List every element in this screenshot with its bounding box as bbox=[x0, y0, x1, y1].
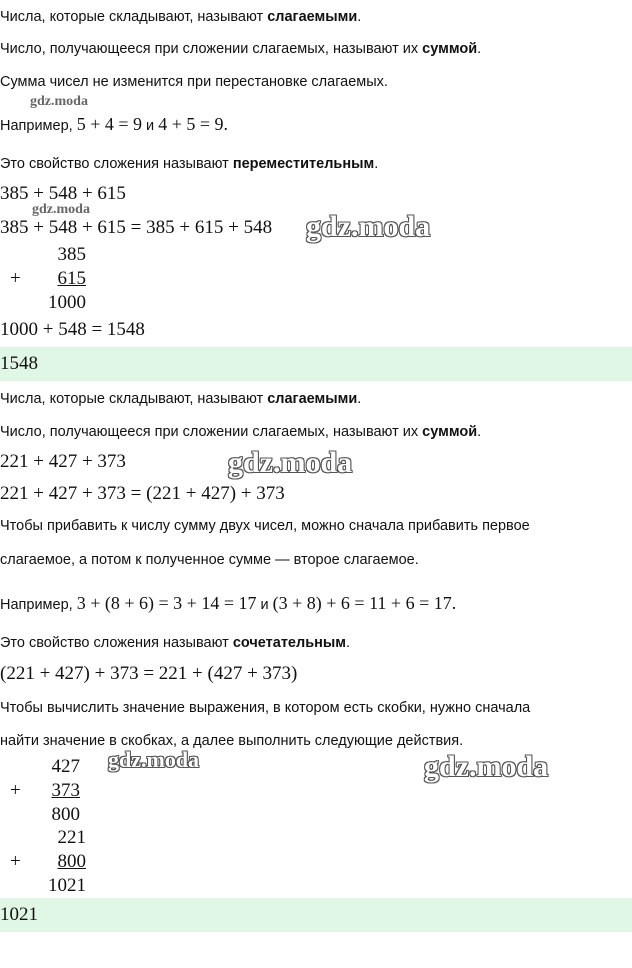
example-line bbox=[0, 592, 456, 614]
term-sum: суммой bbox=[422, 41, 478, 57]
watermark: gdz.moda bbox=[30, 94, 88, 109]
associative-rule-line1: Чтобы прибавить к числу сумму двух чисел, можно сначала прибавить первое bbox=[0, 518, 530, 534]
term-associative: сочетательным bbox=[232, 635, 346, 651]
addend: 221 bbox=[57, 827, 86, 848]
expression-rearranged: 385 + 548 + 615 = 385 + 615 + 548 bbox=[0, 217, 273, 238]
definition-addends bbox=[0, 8, 361, 26]
watermark: gdz.moda bbox=[228, 446, 353, 479]
watermark: gdz.moda bbox=[32, 202, 90, 217]
term-addends: слагаемыми bbox=[267, 9, 358, 25]
text: . bbox=[477, 41, 482, 57]
associative-rule-line2: слагаемое, а потом к полученное сумме — второе слагаемое. bbox=[0, 552, 419, 568]
math-expression: (3 + 8) + 6 = 11 + 6 = 17. bbox=[272, 593, 457, 613]
text: . bbox=[357, 9, 362, 25]
addend: 385 bbox=[57, 244, 86, 265]
expression: 385 + 548 + 615 bbox=[0, 183, 126, 204]
text: Числа, которые складывают, называют bbox=[0, 9, 268, 25]
definition-sum bbox=[0, 40, 481, 58]
watermark: gdz.moda bbox=[306, 210, 431, 243]
text: Число, получающееся при сложении слагаемых, называют их bbox=[0, 424, 423, 440]
answer-box: 1021 bbox=[0, 898, 632, 932]
column-sum: 1021 bbox=[48, 875, 86, 896]
commutative-rule: Сумма чисел не изменится при перестановке слагаемых. bbox=[0, 74, 388, 90]
plus-sign: + bbox=[10, 268, 21, 289]
plus-sign: + bbox=[10, 851, 21, 872]
order-rule-line2: найти значение в скобках, а далее выполнить следующие действия. bbox=[0, 733, 464, 749]
expression-result: 1000 + 548 = 1548 bbox=[0, 319, 145, 340]
order-rule-line1: Чтобы вычислить значение выражения, в котором есть скобки, нужно сначала bbox=[0, 700, 531, 716]
definition-sum bbox=[0, 423, 481, 441]
property-name bbox=[0, 155, 378, 173]
text: Например, bbox=[0, 597, 77, 613]
text: . bbox=[374, 156, 379, 172]
math-expression: 4 + 5 = 9. bbox=[158, 114, 229, 134]
addend: 373 bbox=[51, 780, 80, 801]
text: . bbox=[346, 635, 351, 651]
watermark: gdz.moda bbox=[108, 747, 200, 772]
expression-grouped: 221 + 427 + 373 = (221 + 427) + 373 bbox=[0, 483, 285, 504]
answer-box: 1548 bbox=[0, 347, 632, 381]
math-expression: 5 + 4 = 9 bbox=[76, 114, 143, 134]
math-expression: 3 + (8 + 6) = 3 + 14 = 17 bbox=[76, 593, 257, 613]
property-name bbox=[0, 634, 350, 652]
expression: 221 + 427 + 373 bbox=[0, 451, 126, 472]
text: Числа, которые складывают, называют bbox=[0, 391, 268, 407]
text: Число, получающееся при сложении слагаемых, называют их bbox=[0, 41, 423, 57]
expression-regrouped: (221 + 427) + 373 = 221 + (427 + 373) bbox=[0, 663, 298, 684]
term-sum: суммой bbox=[422, 424, 478, 440]
text: Например, bbox=[0, 118, 77, 134]
addend: 615 bbox=[57, 268, 86, 289]
plus-sign: + bbox=[10, 780, 21, 801]
column-sum: 800 bbox=[51, 804, 80, 825]
text: и bbox=[256, 597, 273, 613]
term-addends: слагаемыми bbox=[267, 391, 358, 407]
example-line bbox=[0, 113, 228, 135]
definition-addends bbox=[0, 390, 361, 408]
addend: 427 bbox=[51, 756, 80, 777]
text: Это свойство сложения называют bbox=[0, 635, 233, 651]
text: . bbox=[477, 424, 482, 440]
term-commutative: переместительным bbox=[232, 156, 375, 172]
text: Это свойство сложения называют bbox=[0, 156, 233, 172]
column-sum: 1000 bbox=[48, 292, 86, 313]
text: и bbox=[142, 118, 159, 134]
addend: 800 bbox=[57, 851, 86, 872]
text: . bbox=[357, 391, 362, 407]
watermark: gdz.moda bbox=[424, 750, 549, 783]
